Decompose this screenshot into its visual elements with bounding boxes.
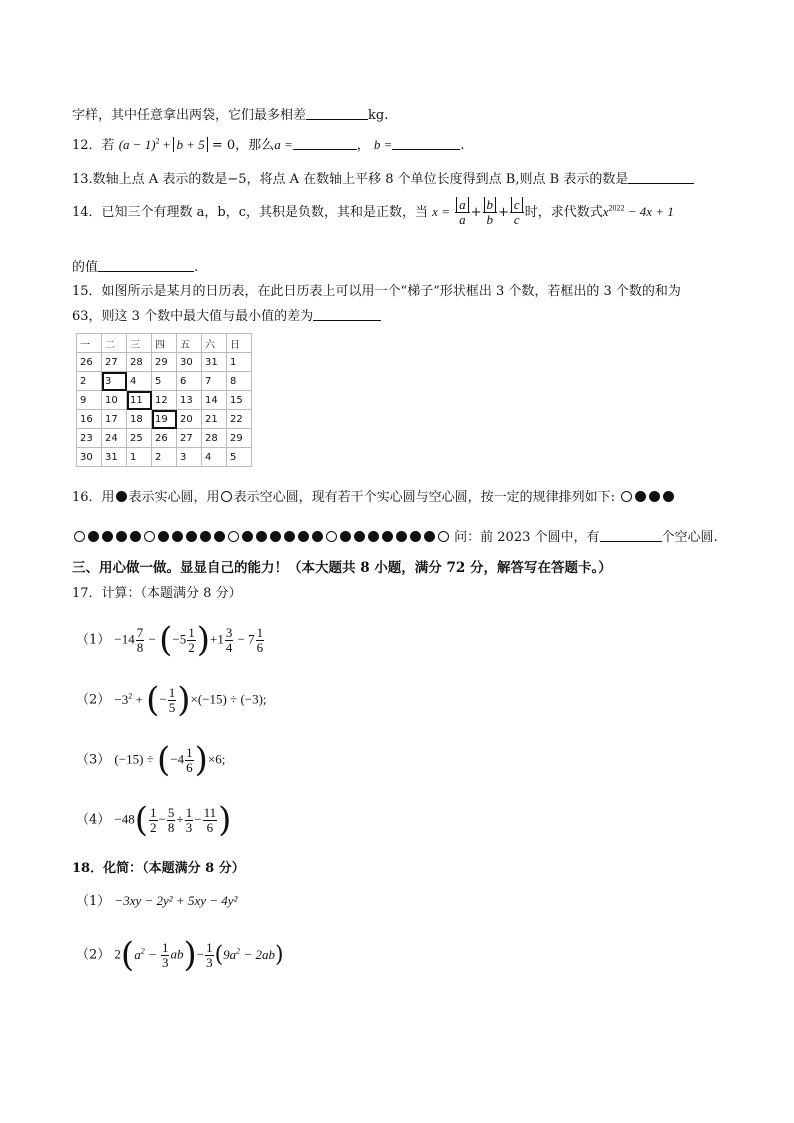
hollow-circle-icon bbox=[228, 531, 239, 542]
solid-circle-icon bbox=[200, 531, 211, 542]
solid-circle-icon bbox=[649, 491, 660, 502]
calendar-row bbox=[77, 429, 252, 448]
solid-circle-icon bbox=[354, 531, 365, 542]
calendar-cell: 26 bbox=[77, 353, 102, 372]
calendar-cell: 14 bbox=[202, 391, 227, 410]
q18-part2: （2） $2(a^2$ − $\frac{1}{3}$ ab)− $\frac{1}{3}$ $(9a^2 - 2ab)$ bbox=[76, 935, 284, 975]
answer-blank bbox=[98, 259, 194, 272]
solid-circle-icon bbox=[284, 531, 295, 542]
calendar-cell: 29 bbox=[227, 429, 252, 448]
q14-x-eq: x = bbox=[432, 204, 450, 219]
calendar-cell: 7 bbox=[202, 372, 227, 391]
calendar-cell: 12 bbox=[152, 391, 177, 410]
q14-poly: − 4x + 1 bbox=[624, 204, 674, 219]
calendar-header: 四 bbox=[152, 334, 177, 353]
solid-circle-icon bbox=[116, 531, 127, 542]
calendar-cell: 18 bbox=[127, 410, 152, 429]
hollow-circle-icon bbox=[144, 531, 155, 542]
solid-circle-icon bbox=[312, 531, 323, 542]
q15-line1 bbox=[72, 280, 681, 299]
q14-line2-text: 的值 bbox=[72, 260, 99, 275]
calendar-header: 五 bbox=[177, 334, 202, 353]
q12-expr: (a − 1) bbox=[118, 137, 156, 152]
q16-line2 bbox=[72, 526, 718, 545]
calendar-header: 一 bbox=[77, 334, 102, 353]
calendar-header: 三 bbox=[127, 334, 152, 353]
calendar-header: 二 bbox=[102, 334, 127, 353]
calendar-cell: 30 bbox=[177, 353, 202, 372]
q12-num: 12．若 bbox=[72, 138, 115, 153]
answer-blank bbox=[392, 137, 460, 150]
solid-circle-icon bbox=[158, 531, 169, 542]
q14-text: 14．已知三个有理数 a，b，c，其积是负数，其和是正数，当 bbox=[72, 205, 429, 220]
solid-circle-icon bbox=[368, 531, 379, 542]
q14-x: x bbox=[602, 204, 609, 219]
calendar-cell: 30 bbox=[77, 448, 102, 467]
q12-b-label: b = bbox=[373, 137, 393, 152]
q13-text: 13.数轴上点 A 表示的数是−5，将点 A 在数轴上平移 8 个单位长度得到点 B,则点 B 表示的数是 bbox=[72, 172, 629, 187]
calendar-row bbox=[77, 372, 252, 391]
calendar-cell: 9 bbox=[77, 391, 102, 410]
q16-part2: 表示实心圆，用 bbox=[128, 490, 220, 505]
solid-circle-icon bbox=[635, 491, 646, 502]
q15-line2 bbox=[72, 305, 381, 324]
calendar-cell-framed: 19 bbox=[152, 410, 177, 429]
q16-part1: 16．用 bbox=[72, 490, 115, 505]
q16-tail: 个空心圆. bbox=[661, 530, 718, 545]
calendar-header: 六 bbox=[202, 334, 227, 353]
q12-exp: 2 bbox=[155, 136, 160, 146]
q11-text: 字样，其中任意拿出两袋，它们最多相差 bbox=[72, 108, 307, 123]
answer-blank bbox=[313, 308, 381, 321]
calendar-row bbox=[77, 410, 252, 429]
solid-circle-icon bbox=[410, 531, 421, 542]
calendar-row bbox=[77, 353, 252, 372]
q18-part1: （1） −3xy − 2y² + 5xy − 4y² bbox=[76, 893, 238, 909]
calendar-cell: 25 bbox=[127, 429, 152, 448]
calendar-cell: 31 bbox=[202, 353, 227, 372]
solid-circle-icon bbox=[214, 531, 225, 542]
calendar-row bbox=[77, 391, 252, 410]
calendar-cell: 27 bbox=[177, 429, 202, 448]
answer-blank bbox=[628, 171, 694, 184]
calendar-cell: 6 bbox=[177, 372, 202, 391]
calendar-cell: 16 bbox=[77, 410, 102, 429]
q17-part2: $(2) -3^2$ + (− $\frac{1}{5}$ )×(−15) ÷ (−3); bbox=[76, 680, 267, 720]
fraction-c: $\frac{c}{c}$ bbox=[510, 198, 524, 227]
solid-circle-icon bbox=[270, 531, 281, 542]
circle-sequence bbox=[72, 530, 450, 545]
solid-circle-icon bbox=[186, 531, 197, 542]
q15-text: 15．如图所示是某月的日历表，在此日历表上可以用一个“梯子”形状框出 3 个数，若框出的 3 个数的和为 bbox=[72, 284, 681, 299]
q12-a-label: a = bbox=[274, 137, 293, 152]
calendar-cell: 23 bbox=[77, 429, 102, 448]
q11-line bbox=[72, 104, 388, 123]
solid-circle-icon bbox=[298, 531, 309, 542]
calendar-cell: 8 bbox=[227, 372, 252, 391]
calendar-cell: 10 bbox=[102, 391, 127, 410]
calendar-cell-framed: 3 bbox=[102, 372, 127, 391]
q14-tail: 时，求代数式 bbox=[524, 205, 603, 220]
solid-circle-icon bbox=[396, 531, 407, 542]
solid-circle-icon bbox=[242, 531, 253, 542]
calendar-cell: 28 bbox=[127, 353, 152, 372]
q17-part1: （1） −14 $\frac{7}{8}$ − (−5 $\frac{1}{2}$ )+1 $\frac{3}{4}$ − 7 $\frac{1}{6}$ bbox=[76, 620, 264, 660]
q14-line: 14．已知三个有理数 a，b，c，其积是负数，其和是正数，当 x = $\frac{a}{a}$ + $\frac{b}{b}$ + $\frac{c}{c}$ 时，求代数式$x^{2022} - 4x + 1$ bbox=[72, 197, 674, 227]
solid-circle-icon bbox=[256, 531, 267, 542]
q12-abs: b + 5 bbox=[173, 137, 207, 152]
solid-circle-icon bbox=[663, 491, 674, 502]
q16-line1 bbox=[72, 486, 675, 505]
calendar-cell: 2 bbox=[77, 372, 102, 391]
answer-blank bbox=[600, 529, 662, 542]
solid-circle-icon bbox=[340, 531, 351, 542]
calendar-cell-framed: 11 bbox=[127, 391, 152, 410]
calendar-cell: 17 bbox=[102, 410, 127, 429]
q11-unit: kg. bbox=[368, 108, 389, 123]
hollow-circle-icon bbox=[438, 531, 449, 542]
circle-sequence-start bbox=[619, 490, 675, 505]
q17-part4: （4） −48( $\frac{1}{2}$ − $\frac{5}{8}$ + $\frac{1}{3}$ − $\frac{11}{6}$ ) bbox=[76, 800, 232, 840]
fraction-a: $\frac{a}{a}$ bbox=[455, 198, 470, 227]
solid-circle-icon bbox=[424, 531, 435, 542]
solid-circle-icon bbox=[88, 531, 99, 542]
calendar-cell: 28 bbox=[202, 429, 227, 448]
calendar-cell: 26 bbox=[152, 429, 177, 448]
q18-title: 18．化简：（本题满分 8 分） bbox=[72, 861, 245, 876]
q12-line: 12．若 $(a - 1)^2 + b + 5 = 0$，那么a = ， b = . bbox=[72, 136, 465, 153]
q16-part3: 表示空心圆，现有若干个实心圆与空心圆，按一定的规律排列如下: bbox=[233, 490, 615, 505]
calendar-cell: 1 bbox=[127, 448, 152, 467]
q17-part3: （3） (−15) ÷ (−4 $\frac{1}{6}$ )×6; bbox=[76, 740, 226, 780]
q14-line2: 的值 . bbox=[72, 260, 199, 275]
calendar-header: 日 bbox=[227, 334, 252, 353]
solid-circle-icon bbox=[102, 531, 113, 542]
calendar-header-row bbox=[77, 334, 252, 353]
calendar-cell: 29 bbox=[152, 353, 177, 372]
calendar-cell: 3 bbox=[177, 448, 202, 467]
calendar-cell: 21 bbox=[202, 410, 227, 429]
fraction-b: $\frac{b}{b}$ bbox=[483, 198, 498, 227]
solid-circle-icon bbox=[172, 531, 183, 542]
q16-question: 问：前 2023 个圆中，有 bbox=[454, 530, 600, 545]
q15-text2: 63，则这 3 个数中最大值与最小值的差为 bbox=[72, 309, 314, 324]
calendar-cell: 5 bbox=[227, 448, 252, 467]
calendar-table bbox=[76, 333, 252, 467]
solid-circle-icon bbox=[116, 491, 127, 502]
calendar-cell: 1 bbox=[227, 353, 252, 372]
calendar-cell: 24 bbox=[102, 429, 127, 448]
section-heading: 三、用心做一做。显显自己的能力！（本大题共 8 小题，满分 72 分，解答写在答题卡。） bbox=[72, 560, 612, 576]
calendar-cell: 4 bbox=[202, 448, 227, 467]
calendar-cell: 20 bbox=[177, 410, 202, 429]
hollow-circle-icon bbox=[74, 531, 85, 542]
calendar-cell: 5 bbox=[152, 372, 177, 391]
hollow-circle-icon bbox=[326, 531, 337, 542]
q12-eq: = 0，那么 bbox=[207, 138, 275, 153]
calendar-cell: 13 bbox=[177, 391, 202, 410]
calendar-cell: 27 bbox=[102, 353, 127, 372]
hollow-circle-icon bbox=[221, 491, 232, 502]
calendar-row bbox=[77, 448, 252, 467]
answer-blank bbox=[306, 107, 368, 120]
q12-mid: + bbox=[159, 137, 174, 152]
calendar-cell: 22 bbox=[227, 410, 252, 429]
calendar-cell: 31 bbox=[102, 448, 127, 467]
hollow-circle-icon bbox=[621, 491, 632, 502]
q14-exp: 2022 bbox=[608, 203, 625, 213]
answer-blank bbox=[293, 137, 357, 150]
calendar-cell: 15 bbox=[227, 391, 252, 410]
calendar-cell: 4 bbox=[127, 372, 152, 391]
q13-line bbox=[72, 168, 694, 187]
solid-circle-icon bbox=[130, 531, 141, 542]
solid-circle-icon bbox=[382, 531, 393, 542]
calendar-cell: 2 bbox=[152, 448, 177, 467]
q17-title: 17．计算：（本题满分 8 分） bbox=[72, 586, 242, 601]
